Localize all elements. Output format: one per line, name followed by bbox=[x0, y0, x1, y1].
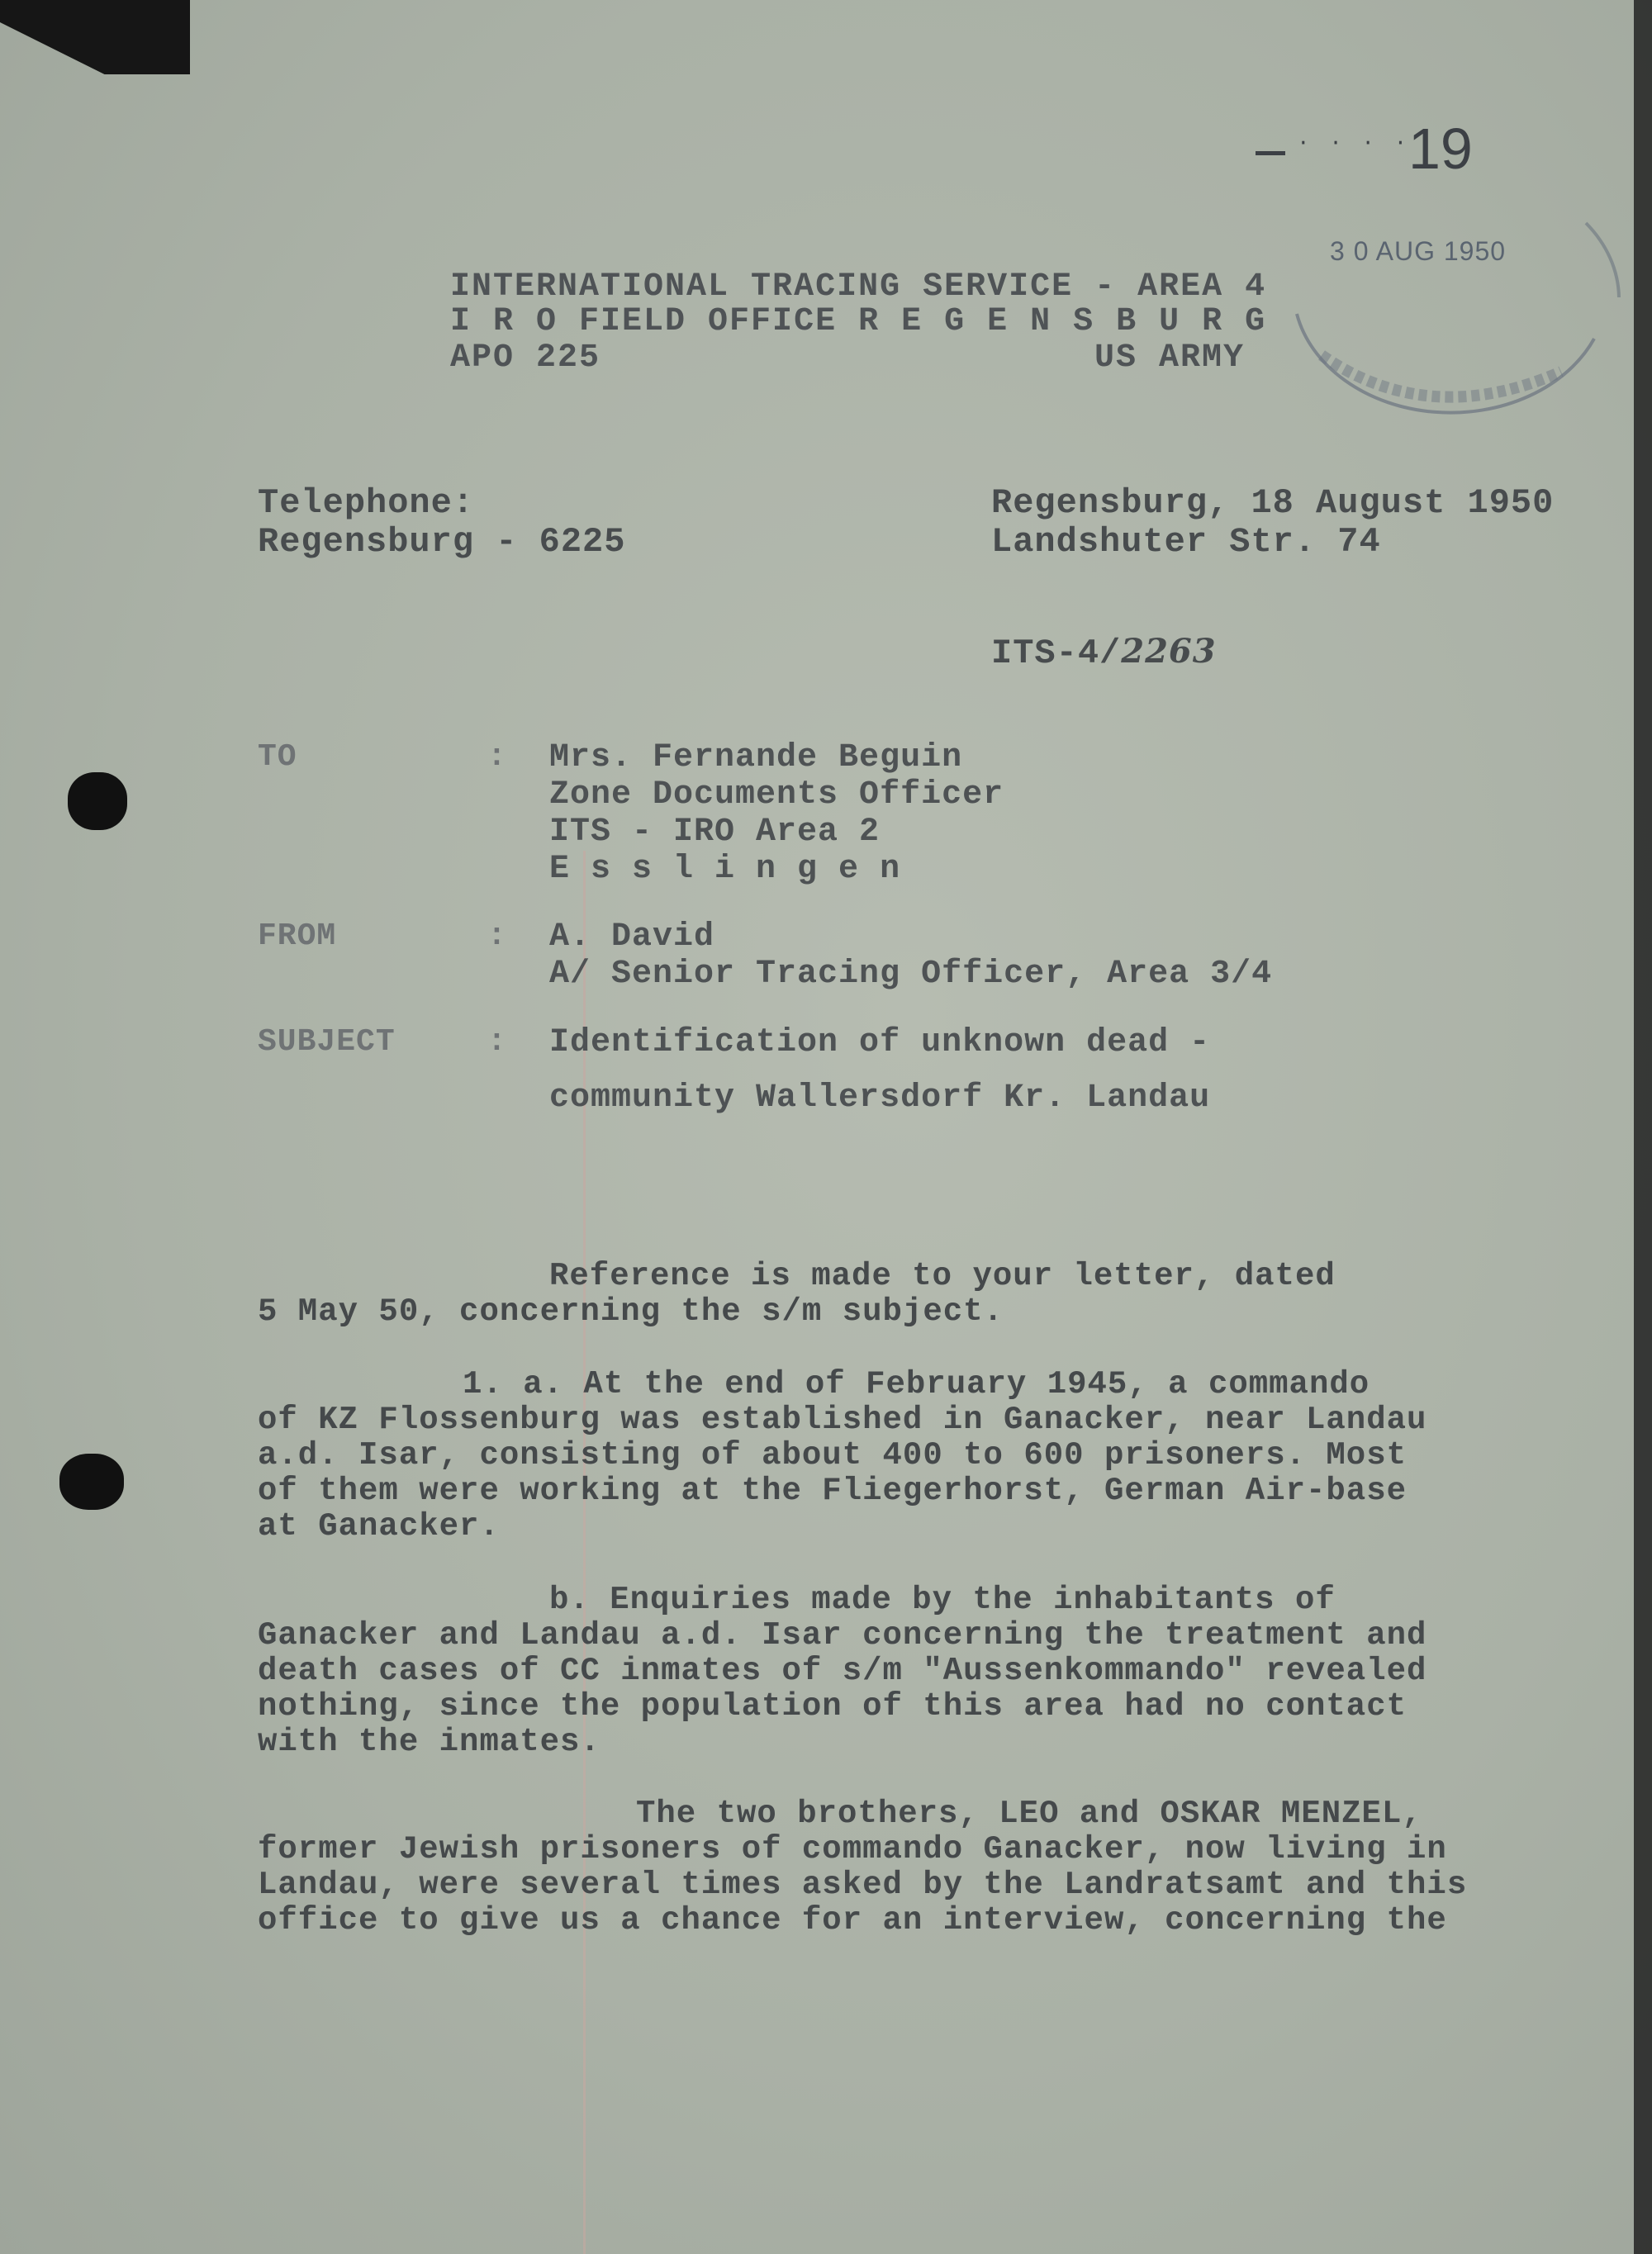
subject-label: SUBJECT bbox=[258, 1024, 396, 1060]
from-label: FROM bbox=[258, 918, 337, 954]
telephone-label: Telephone: bbox=[258, 483, 475, 523]
para-1b-line-2: Ganacker and Landau a.d. Isar concerning the treatment and bbox=[258, 1617, 1427, 1654]
intro-line-2: 5 May 50, concerning the s/m subject. bbox=[258, 1293, 1004, 1330]
para-1a-line-4: of them were working at the Fliegerhorst, German Air-base bbox=[258, 1473, 1408, 1509]
stamp-date: 3 0 AUG 1950 bbox=[1330, 236, 1507, 266]
para-1b-line-4: nothing, since the population of this area had no contact bbox=[258, 1688, 1408, 1725]
letterhead-apo: APO 225 bbox=[450, 339, 601, 377]
para-brothers-line-2: former Jewish prisoners of commando Ganacker, now living in bbox=[258, 1831, 1447, 1867]
reference-prefix: ITS-4/ bbox=[991, 633, 1122, 673]
to-colon: : bbox=[487, 739, 507, 775]
page-edge-shadow bbox=[1634, 0, 1652, 2254]
page-number: 19 bbox=[1408, 116, 1473, 181]
from-colon: : bbox=[487, 918, 507, 954]
para-1b-line-1: b. Enquiries made by the inhabitants of bbox=[549, 1582, 1336, 1618]
place-date: Regensburg, 18 August 1950 bbox=[991, 483, 1555, 523]
para-1a-line-2: of KZ Flossenburg was established in Ganacker, near Landau bbox=[258, 1402, 1427, 1438]
para-1b-line-3: death cases of CC inmates of s/m "Aussenkommando" revealed bbox=[258, 1653, 1427, 1689]
punch-hole-top bbox=[68, 772, 127, 830]
to-line-2: Zone Documents Officer bbox=[549, 776, 1004, 814]
telephone-number: Regensburg - 6225 bbox=[258, 522, 626, 562]
para-brothers-line-3: Landau, were several times asked by the Landratsamt and this bbox=[258, 1867, 1468, 1903]
intro-line-1: Reference is made to your letter, dated bbox=[549, 1258, 1336, 1294]
letterhead-army: US ARMY bbox=[1094, 339, 1246, 377]
para-1a-line-1: 1. a. At the end of February 1945, a commando bbox=[463, 1366, 1370, 1402]
subject-line-1: Identification of unknown dead - bbox=[549, 1024, 1211, 1061]
subject-line-2: community Wallersdorf Kr. Landau bbox=[549, 1080, 1211, 1117]
punch-hole-bottom bbox=[59, 1454, 124, 1510]
para-1b-line-5: with the inmates. bbox=[258, 1724, 601, 1760]
to-line-3: ITS - IRO Area 2 bbox=[549, 814, 881, 851]
para-brothers-line-1: The two brothers, LEO and OSKAR MENZEL, bbox=[636, 1796, 1422, 1832]
stamp-dots: · · · · bbox=[1297, 130, 1411, 155]
to-line-4: E s s l i n g e n bbox=[549, 851, 901, 888]
from-line-2: A/ Senior Tracing Officer, Area 3/4 bbox=[549, 956, 1273, 993]
reference-number bbox=[991, 632, 1217, 673]
from-line-1: A. David bbox=[549, 918, 715, 956]
letterhead-line-2: I R O FIELD OFFICE R E G E N S B U R G bbox=[450, 303, 1267, 340]
letterhead-line-1: INTERNATIONAL TRACING SERVICE - AREA 4 bbox=[450, 268, 1267, 306]
para-1a-line-3: a.d. Isar, consisting of about 400 to 600 prisoners. Most bbox=[258, 1437, 1408, 1473]
reference-handwritten: 2263 bbox=[1121, 632, 1217, 671]
received-stamp bbox=[1264, 149, 1627, 446]
para-1a-line-5: at Ganacker. bbox=[258, 1508, 500, 1545]
street-address: Landshuter Str. 74 bbox=[991, 522, 1381, 562]
subject-colon: : bbox=[487, 1024, 507, 1060]
para-brothers-line-4: office to give us a chance for an interview, concerning the bbox=[258, 1902, 1447, 1938]
to-line-1: Mrs. Fernande Beguin bbox=[549, 739, 963, 776]
to-label: TO bbox=[258, 739, 297, 775]
